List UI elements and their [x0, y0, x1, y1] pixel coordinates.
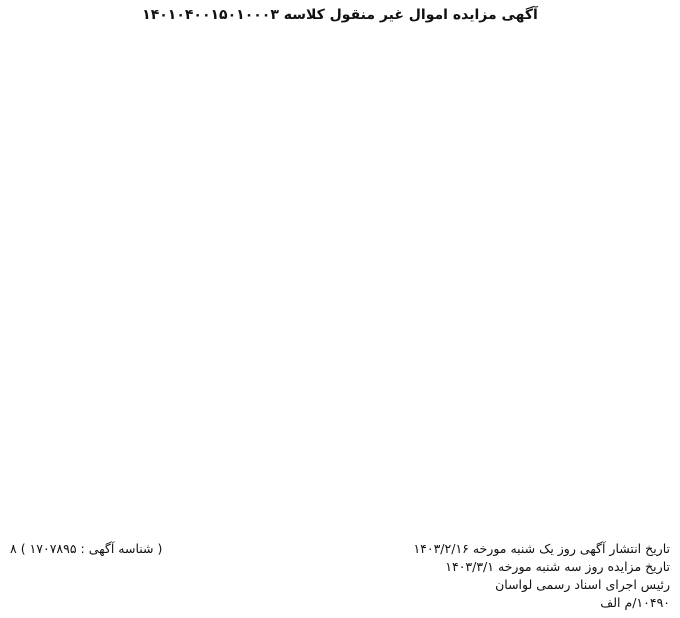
- notice-body: [10, 26, 670, 526]
- notice-footer: [10, 540, 670, 612]
- signature-line: رئیس اجرای اسناد رسمی لواسان: [495, 577, 670, 592]
- notice-title: آگهی مزایده اموال غیر منقول کلاسه ۱۴۰۱۰۴۰۰۱۵۰۱۰۰۰۳: [142, 7, 538, 23]
- auction-date: تاریخ مزایده روز سه شنبه مورخه ۱۴۰۳/۳/۱: [445, 559, 670, 574]
- reference-code: ۱۰۴۹۰/م الف: [600, 595, 670, 610]
- publication-date: تاریخ انتشار آگهی روز یک شنبه مورخه ۱۴۰۳/۲/۱۶: [413, 541, 670, 556]
- notice-id: ( شناسه آگهی : ۱۷۰۷۸۹۵ ) ۸: [10, 541, 163, 556]
